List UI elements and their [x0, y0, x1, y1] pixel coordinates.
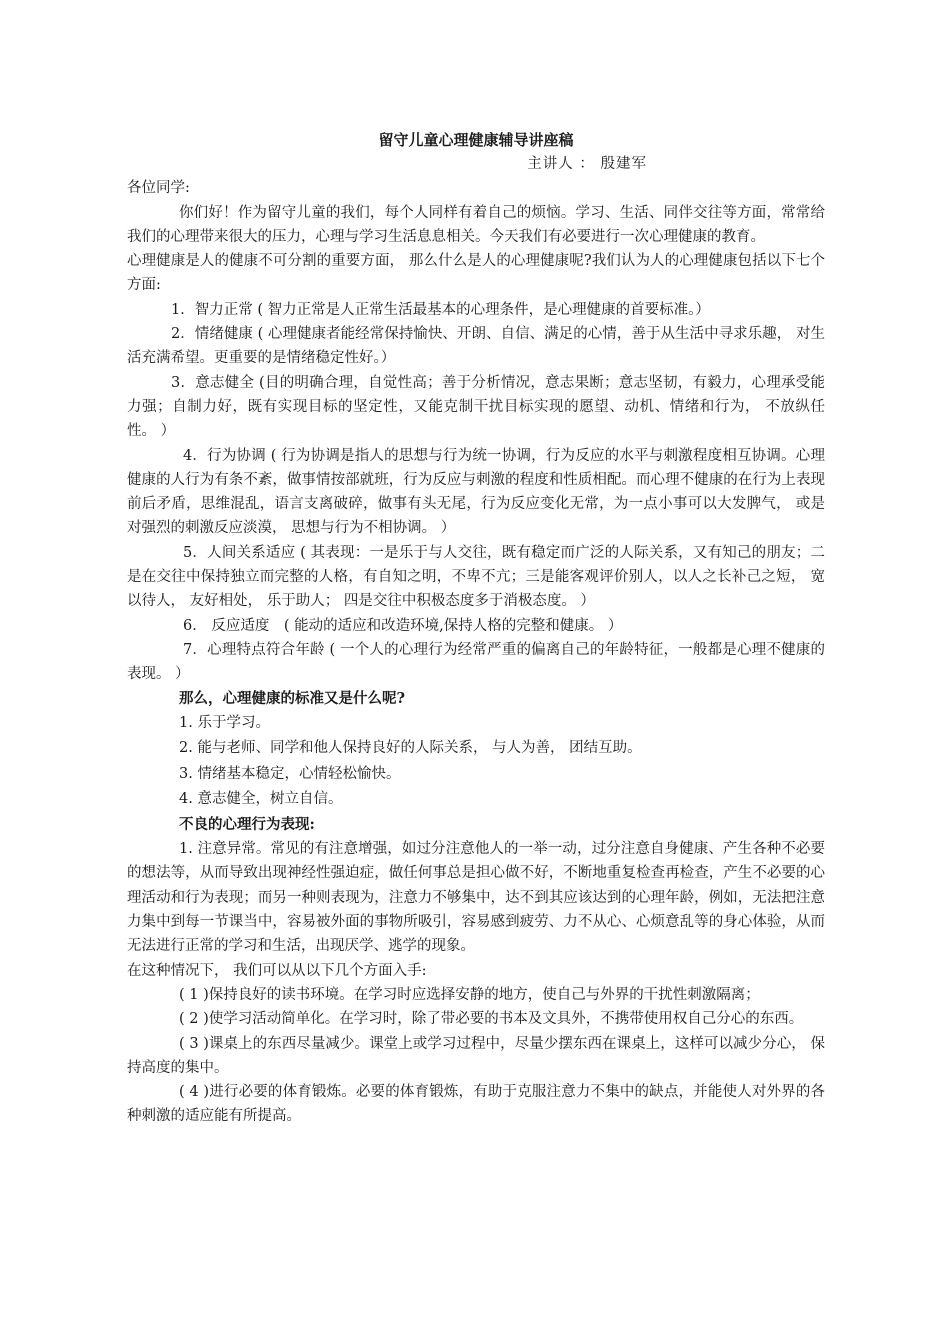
- remedy-item: ( 1 )保持良好的读书环境。在学习时应选择安静的地方，使自己与外界的干扰性刺激隔离；: [179, 986, 760, 1003]
- greeting: 各位同学:: [127, 180, 190, 197]
- standard-item: 4. 意志健全，树立自信。: [179, 791, 343, 808]
- bad-behavior-heading: 不良的心理行为表现:: [179, 815, 315, 833]
- bad-behavior-tail: 在这种情况下， 我们可以从以下几个方面入手:: [127, 962, 427, 979]
- aspect-item: 4．行为协调 ( 行为协调是指人的思想与行为统一协调，行为反应的水平与刺激程度相互协调。心理健康的人行为有条不紊，做事情按部就班，行为反应与刺激的程度和性质相配。而心理不健康的在行为上表现前后矛盾，思维混乱，语言支离破碎，做事有头无尾，行为反应变化无常，为一点小事可以大发脾气， 或是对强烈的刺激反应淡漠， 思想与行为不相协调。 ）: [127, 447, 825, 537]
- intro-paragraph-2: 心理健康是人的健康不可分割的重要方面， 那么什么是人的心理健康呢?我们认为人的心理健康包括以下七个方面:: [127, 253, 825, 294]
- aspect-item: 7．心理特点符合年龄 ( 一个人的心理行为经常严重的偏离自己的年龄特征，一般都是心理不健康的表现。 ）: [127, 641, 825, 683]
- bad-behavior-paragraph: 1. 注意异常。常见的有注意增强，如过分注意他人的一举一动，过分注意自身健康、产生各种不必要的想法等，从而导致出现神经性强迫症，做任何事总是担心做不好，不断地重复检查再检查，产生不必要的心理活动和行为表现；而另一种则表现为，注意力不够集中，达不到其应该达到的心理年龄，例如，无法把注意力集中到每一节课当中，容易被外面的事物所吸引，容易感到疲劳、力不从心、心烦意乱等的身心体验，从而无法进行正常的学习和生活，出现厌学、逃学的现象。: [127, 841, 825, 955]
- intro-paragraph: 你们好！作为留守儿童的我们，每个人同样有着自己的烦恼。学习、生活、同伴交往等方面，常常给我们的心理带来很大的压力，心理与学习生活息息相关。今天我们有必要进行一次心理健康的教育。: [127, 204, 825, 245]
- aspect-item: 6． 反应适度 ( 能动的适应和改造环境,保持人格的完整和健康。 ）: [183, 617, 623, 634]
- standards-heading: 那么，心理健康的标准又是什么呢?: [179, 689, 405, 707]
- remedy-item: ( 3 )课桌上的东西尽量减少。课堂上或学习过程中，尽量少摆东西在课桌上，这样可以减少分心， 保持高度的集中。: [127, 1035, 825, 1076]
- speaker-line: 主讲人 ： 殷建军: [527, 156, 647, 172]
- aspect-item: 5．人间关系适应 ( 其表现：一是乐于与人交往，既有稳定而广泛的人际关系，又有知己的朋友；二是在交往中保持独立而完整的人格，有自知之明，不卑不亢；三是能客观评价别人，以人之长补己之短， 宽以待人， 友好相处， 乐于助人； 四是交往中积极态度多于消极态度。 ）: [127, 544, 825, 610]
- standard-item: 2. 能与老师、同学和他人保持良好的人际关系， 与人为善， 团结互助。: [179, 740, 642, 757]
- document-page: [127, 128, 825, 1129]
- standard-item: 1. 乐于学习。: [179, 714, 270, 731]
- standard-item: 3. 情绪基本稳定，心情轻松愉快。: [179, 765, 401, 782]
- remedy-item: ( 4 )进行必要的体育锻炼。必要的体育锻炼，有助于克服注意力不集中的缺点，并能使人对外界的各种刺激的适应能有所提高。: [127, 1084, 825, 1125]
- remedy-item: ( 2 )使学习活动简单化。在学习时，除了带必要的书本及文具外，不携带使用权自己分心的东西。: [179, 1011, 804, 1028]
- aspect-item: 1．智力正常 ( 智力正常是人正常生活最基本的心理条件，是心理健康的首要标准。）: [171, 301, 710, 318]
- document-title: 留守儿童心理健康辅导讲座稿: [378, 131, 574, 149]
- aspect-item: 2．情绪健康 ( 心理健康者能经常保持愉快、开朗、自信、满足的心情，善于从生活中寻求乐趣， 对生活充满希望。更重要的是情绪稳定性好。）: [127, 326, 825, 367]
- aspect-item: 3．意志健全 (目的明确合理，自觉性高；善于分析情况，意志果断；意志坚韧，有毅力，心理承受能力强；自制力好，既有实现目标的坚定性，又能克制干扰目标实现的愿望、动机、情绪和行为， 不放纵任性。 ）: [127, 374, 825, 440]
